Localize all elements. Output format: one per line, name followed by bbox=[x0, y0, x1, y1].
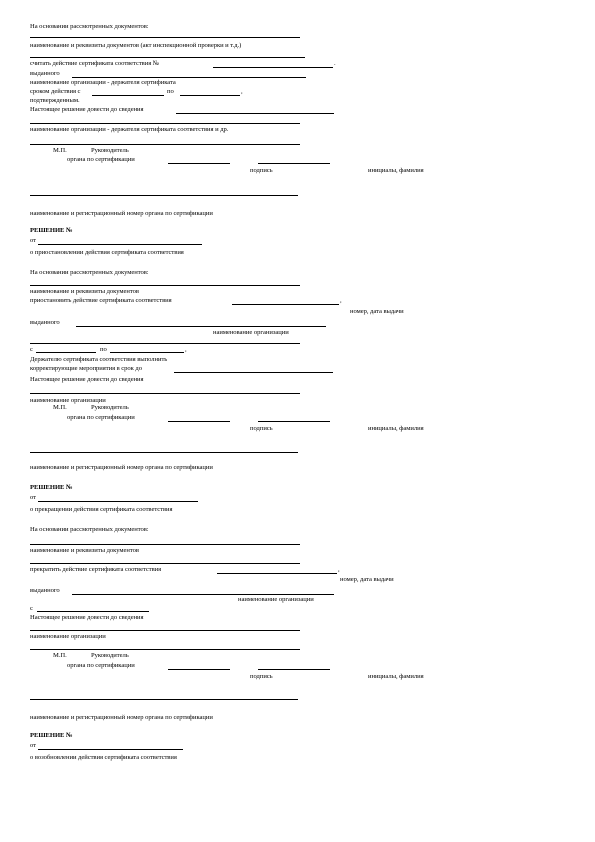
decision-title: РЕШЕНИЕ № bbox=[30, 732, 73, 739]
issued-line[interactable] bbox=[72, 594, 334, 595]
signature-caption: подпись bbox=[250, 167, 273, 174]
decision-title: РЕШЕНИЕ № bbox=[30, 227, 73, 234]
initials-caption: инициалы, фамилия bbox=[368, 425, 424, 432]
org-name-caption: наименование организации bbox=[238, 596, 314, 603]
extra-line[interactable] bbox=[30, 144, 300, 145]
date-from-label: от bbox=[30, 237, 36, 244]
stamp-label: М.П. bbox=[53, 404, 67, 411]
notify-line[interactable] bbox=[30, 630, 300, 631]
comma: , bbox=[241, 88, 243, 95]
cert-number-line[interactable] bbox=[217, 573, 337, 574]
date-line[interactable] bbox=[38, 244, 202, 245]
from-label: с bbox=[30, 605, 33, 612]
org-caption: наименование и регистрационный номер органа по сертификации bbox=[30, 210, 213, 217]
comma-2: , bbox=[185, 346, 187, 353]
notify-line[interactable] bbox=[176, 113, 334, 114]
decision-subject: о прекращении действия сертификата соответствия bbox=[30, 506, 173, 513]
cert-body-label: органа по сертификации bbox=[67, 662, 135, 669]
org-caption: наименование и регистрационный номер органа по сертификации bbox=[30, 714, 213, 721]
issued-line[interactable] bbox=[76, 326, 326, 327]
signature-line[interactable] bbox=[168, 669, 230, 670]
cert-number-line[interactable] bbox=[213, 67, 333, 68]
valid-to-line[interactable] bbox=[180, 95, 240, 96]
valid-from-label: сроком действия с bbox=[30, 88, 81, 95]
decision-title: РЕШЕНИЕ № bbox=[30, 484, 73, 491]
date-from-label: от bbox=[30, 494, 36, 501]
notify-line-2[interactable] bbox=[30, 123, 300, 124]
cert-body-label: органа по сертификации bbox=[67, 414, 135, 421]
issued-line[interactable] bbox=[72, 77, 306, 78]
org-name-caption-2: наименование организации bbox=[30, 633, 106, 640]
issued-label: выданного bbox=[30, 587, 60, 594]
from-line[interactable] bbox=[37, 611, 149, 612]
org-name-caption: наименование организации bbox=[213, 329, 289, 336]
stamp-label: М.П. bbox=[53, 652, 67, 659]
from-label: с bbox=[30, 346, 33, 353]
docs-input-line[interactable] bbox=[30, 285, 300, 286]
org-caption: наименование и регистрационный номер органа по сертификации bbox=[30, 464, 213, 471]
date-line[interactable] bbox=[38, 501, 198, 502]
corrective-text: корректирующие мероприятия в срок до bbox=[30, 365, 142, 372]
head-label: Руководитель bbox=[91, 652, 129, 659]
signature-line[interactable] bbox=[168, 163, 230, 164]
initials-line[interactable] bbox=[258, 421, 330, 422]
date-from-label: от bbox=[30, 742, 36, 749]
initials-caption: инициалы, фамилия bbox=[368, 673, 424, 680]
to-label: по bbox=[100, 346, 107, 353]
initials-caption: инициалы, фамилия bbox=[368, 167, 424, 174]
org-line[interactable] bbox=[30, 699, 298, 700]
confirmed-text: подтвержденным. bbox=[30, 97, 80, 104]
number-date-caption: номер, дата выдачи bbox=[340, 576, 394, 583]
notify-text: Настоящее решение довести до сведения bbox=[30, 376, 144, 383]
docs-caption: наименование и реквизиты документов bbox=[30, 547, 139, 554]
org-holder-caption-2: наименование организации - держателя сертификата соответствия и др. bbox=[30, 126, 229, 133]
signature-caption: подпись bbox=[250, 425, 273, 432]
org-line[interactable] bbox=[30, 452, 298, 453]
issued-label: выданного bbox=[30, 319, 60, 326]
extra-line[interactable] bbox=[30, 343, 300, 344]
action-text: приостановить действие сертификата соответствия bbox=[30, 297, 172, 304]
cert-number-line[interactable] bbox=[232, 304, 339, 305]
stamp-label: М.П. bbox=[53, 147, 67, 154]
head-label: Руководитель bbox=[91, 404, 129, 411]
notify-text: Настоящее решение довести до сведения bbox=[30, 614, 144, 621]
extra-line[interactable] bbox=[30, 649, 300, 650]
notify-line[interactable] bbox=[30, 393, 300, 394]
holder-task-text: Держателю сертификата соответствия выполнить bbox=[30, 356, 168, 363]
basis-text: На основании рассмотренных документов: bbox=[30, 269, 149, 276]
issued-label: выданного bbox=[30, 70, 60, 77]
notify-text: Настоящее решение довести до сведения bbox=[30, 106, 144, 113]
cert-body-label: органа по сертификации bbox=[67, 156, 135, 163]
cancel-text: считать действие сертификата соответствия № bbox=[30, 60, 160, 67]
decision-subject: о возобновлении действия сертификата соответствия bbox=[30, 754, 177, 761]
docs-input-line-2[interactable] bbox=[30, 563, 300, 564]
to-line[interactable] bbox=[110, 352, 184, 353]
docs-input-line-2[interactable] bbox=[30, 57, 305, 58]
action-text: прекратить действие сертификата соответствия bbox=[30, 566, 162, 573]
basis-text: На основании рассмотренных документов: bbox=[30, 526, 149, 533]
org-holder-caption: наименование организации - держателя сертификата bbox=[30, 79, 176, 86]
basis-text: На основании рассмотренных документов: bbox=[30, 23, 149, 30]
docs-input-line[interactable] bbox=[30, 544, 300, 545]
initials-line[interactable] bbox=[258, 163, 330, 164]
corrective-line[interactable] bbox=[174, 372, 333, 373]
signature-caption: подпись bbox=[250, 673, 273, 680]
head-label: Руководитель bbox=[91, 147, 129, 154]
docs-caption: наименование и реквизиты документов (акт инспекционной проверки и т.д.) bbox=[30, 42, 242, 49]
initials-line[interactable] bbox=[258, 669, 330, 670]
date-line[interactable] bbox=[38, 749, 183, 750]
valid-from-line[interactable] bbox=[92, 95, 164, 96]
docs-input-line[interactable] bbox=[30, 37, 300, 38]
decision-subject: о приостановлении действия сертификата соответствия bbox=[30, 249, 184, 256]
number-date-caption: номер, дата выдачи bbox=[350, 308, 404, 315]
docs-caption: наименование и реквизиты документов bbox=[30, 288, 139, 295]
from-line[interactable] bbox=[36, 352, 96, 353]
org-line[interactable] bbox=[30, 195, 298, 196]
valid-to-label: по bbox=[167, 88, 174, 95]
org-name-caption-2: наименование организации bbox=[30, 397, 106, 404]
signature-line[interactable] bbox=[168, 421, 230, 422]
comma: , bbox=[338, 566, 340, 573]
period-mark: . bbox=[334, 60, 336, 67]
comma: , bbox=[340, 297, 342, 304]
